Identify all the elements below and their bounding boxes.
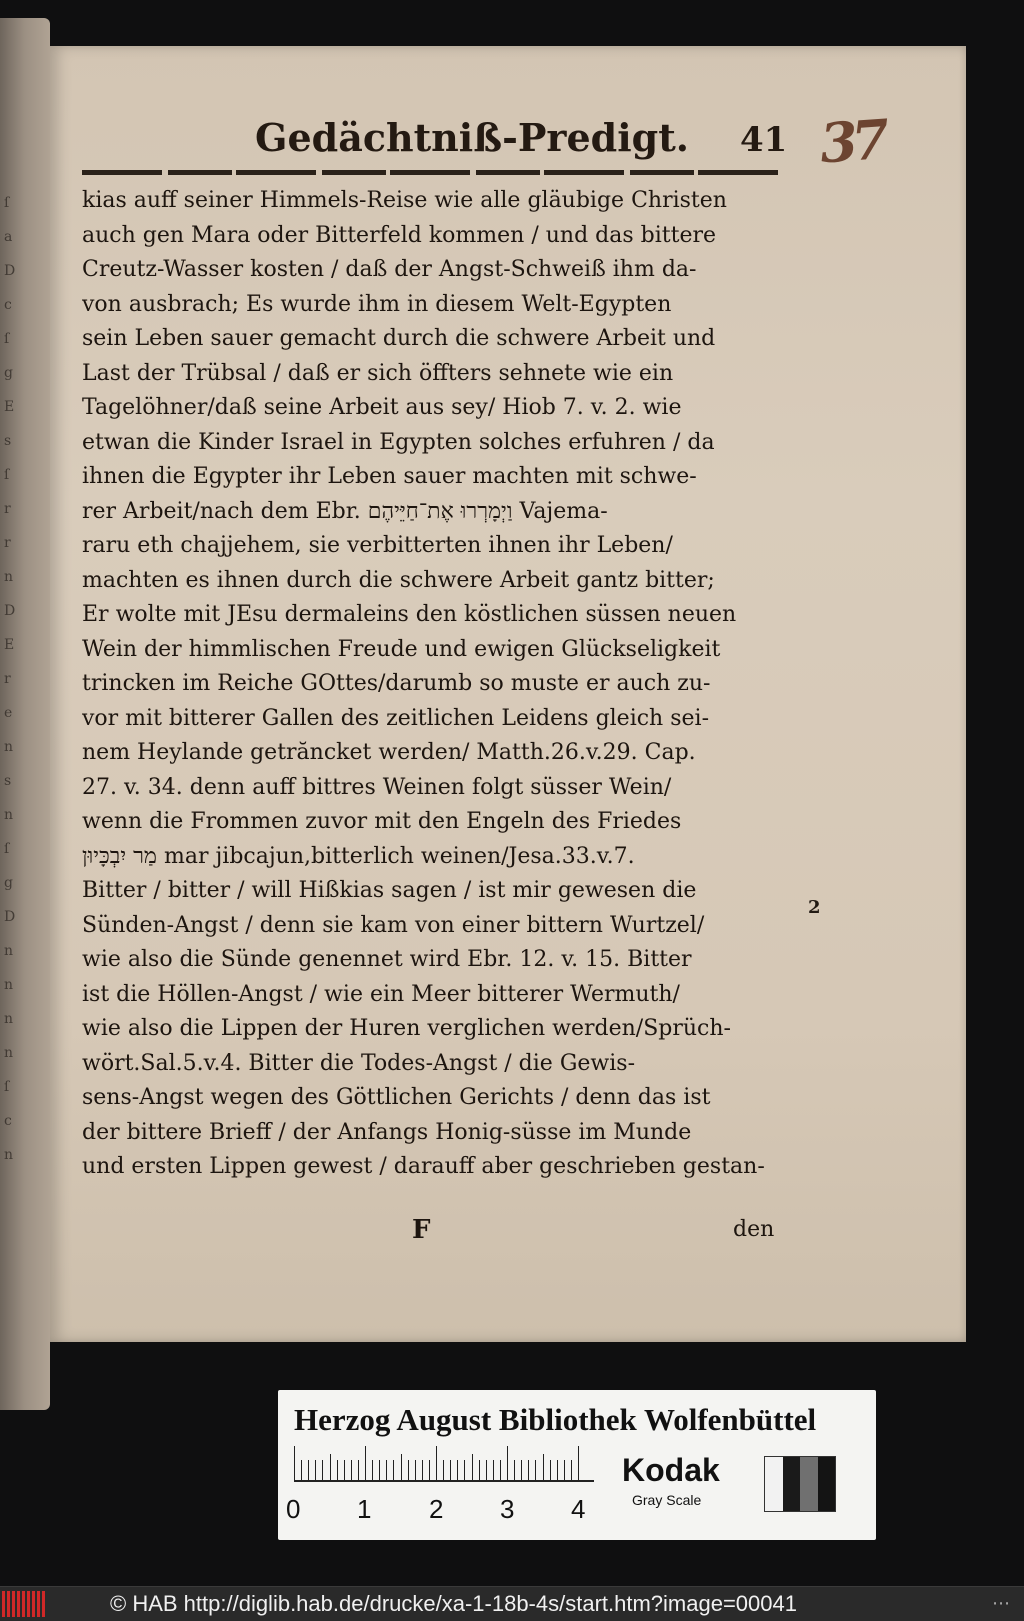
text-line: sein Leben sauer gemacht durch die schwere Arbeit und <box>82 326 716 351</box>
gray-scale-label: Gray Scale <box>632 1492 702 1508</box>
ruler-tick <box>521 1460 522 1482</box>
body-text <box>82 184 792 1204</box>
facing-page-glyph: E <box>4 399 15 415</box>
ruler-tick <box>358 1460 359 1482</box>
text-line: wenn die Frommen zuvor mit den Engeln des Friedes <box>82 809 682 834</box>
facing-page-glyph: D <box>4 603 16 619</box>
text-line: etwan die Kinder Israel in Egypten solches erfuhren / da <box>82 429 715 455</box>
header-rule <box>82 170 782 175</box>
facing-page-glyph: e <box>4 705 13 721</box>
text-line: 27. v. 34. denn auff bittres Weinen folgt süsser Wein/ <box>82 774 672 800</box>
facing-page-glyph: D <box>4 263 16 279</box>
text-line: מַר יִבְכָּיוּן mar jibcajun,bitterlich weinen/Jesa.33.v.7. <box>82 843 635 869</box>
facing-page-glyph: n <box>4 739 14 755</box>
ruler-tick <box>535 1460 536 1482</box>
text-line: sens-Angst wegen des Göttlichen Gerichts / denn das ist <box>82 1085 711 1110</box>
facing-page-glyph: c <box>4 1113 12 1129</box>
text-line: Er wolte mit JEsu dermaleins den köstlichen süssen neuen <box>82 602 737 627</box>
text-line: wie also die Lippen der Huren verglichen werden/Sprüch- <box>82 1016 731 1041</box>
text-line: nem Heylande getrăncket werden/ Matth.26.v.29. Cap. <box>82 740 696 765</box>
ruler-tick <box>457 1460 458 1482</box>
gray-patch <box>783 1457 801 1511</box>
page-number: 41 <box>740 120 788 160</box>
ruler-tick <box>344 1460 345 1482</box>
kodak-logo-text: Kodak <box>622 1452 720 1488</box>
ruler-tick <box>472 1454 473 1482</box>
facing-page-edge <box>0 18 50 1410</box>
ruler-tick <box>386 1460 387 1482</box>
ruler-tick <box>543 1454 544 1482</box>
text-line: der bittere Brieff / der Anfangs Honig-süsse im Munde <box>82 1119 692 1145</box>
facing-page-glyph: D <box>4 909 16 925</box>
signature-mark: F <box>412 1215 431 1245</box>
facing-page-glyph: r <box>4 501 11 517</box>
gray-patch <box>800 1457 818 1511</box>
ruler-tick <box>443 1460 444 1482</box>
ruler-tick <box>528 1460 529 1482</box>
text-line: und ersten Lippen gewest / darauff aber geschrieben gestan- <box>82 1154 765 1179</box>
running-head: Gedächtniß-Predigt. <box>255 115 689 160</box>
facing-page-glyph: r <box>4 671 11 687</box>
ruler-tick <box>422 1460 423 1482</box>
facing-page-glyph: ſ <box>4 841 10 857</box>
ruler-tick <box>436 1446 437 1482</box>
text-line: kias auff seiner Himmels-Reise wie alle gläubige Christen <box>82 188 727 213</box>
facing-page-glyph: n <box>4 1045 14 1061</box>
text-line: auch gen Mara oder Bitterfeld kommen / und das bittere <box>82 222 716 248</box>
catchword: den <box>733 1217 775 1242</box>
text-line: raru eth chajjehem, sie verbitterten ihnen ihr Leben/ <box>82 533 673 558</box>
card-title: Herzog August Bibliothek Wolfenbüttel <box>294 1402 817 1437</box>
ruler-tick <box>379 1460 380 1482</box>
text-line: Last der Trübsal / daß er sich öffters sehnete wie ein <box>82 360 674 386</box>
ruler-tick <box>315 1460 316 1482</box>
text-line: ihnen die Egypter ihr Leben sauer machten mit schwe- <box>82 464 697 489</box>
gray-patch <box>765 1457 783 1511</box>
text-line: Bitter / bitter / will Hißkias sagen / ist mir gewesen die <box>82 878 697 903</box>
ruler-tick <box>337 1460 338 1482</box>
text-line: trincken im Reiche GOttes/darumb so muste er auch zu- <box>82 671 711 696</box>
ruler-tick <box>393 1460 394 1482</box>
ruler-tick <box>550 1460 551 1482</box>
text-line: ist die Höllen-Angst / wie ein Meer bitterer Wermuth/ <box>82 981 680 1007</box>
ruler-tick <box>408 1460 409 1482</box>
ruler-tick <box>294 1446 295 1482</box>
facing-page-glyph: a <box>4 229 13 245</box>
ruler-tick <box>330 1454 331 1482</box>
ruler-tick <box>365 1446 366 1482</box>
facing-page-glyph: s <box>4 433 12 449</box>
ruler-tick <box>500 1460 501 1482</box>
text-line: Sünden-Angst / denn sie kam von einer bittern Wurtzel/ <box>82 912 705 938</box>
ruler-tick <box>372 1460 373 1482</box>
facing-page-glyph: E <box>4 637 15 653</box>
facing-page-glyph: n <box>4 943 14 959</box>
facing-page-glyph: n <box>4 569 14 585</box>
ruler-tick <box>322 1460 323 1482</box>
handwritten-folio-number: 37 <box>817 107 886 176</box>
facing-page-glyph: n <box>4 1147 14 1163</box>
ruler-number-4: 4 <box>571 1494 586 1524</box>
ruler-number-3: 3 <box>500 1494 515 1524</box>
facing-page-glyph: ſ <box>4 195 10 211</box>
ruler-number-2: 2 <box>429 1494 444 1524</box>
ruler-tick <box>450 1460 451 1482</box>
barcode-logo-icon <box>2 1591 46 1617</box>
ruler-tick <box>429 1460 430 1482</box>
ruler-tick <box>564 1460 565 1482</box>
ruler-tick <box>301 1460 302 1482</box>
facing-page-glyph: r <box>4 535 11 551</box>
ruler-tick <box>557 1460 558 1482</box>
ruler-tick <box>507 1446 508 1482</box>
ruler-tick <box>479 1460 480 1482</box>
ruler-tick <box>578 1446 579 1482</box>
facing-page-glyph: s <box>4 773 12 789</box>
text-line: Wein der himmlischen Freude und ewigen Glückseligkeit <box>82 636 721 662</box>
facing-page-glyph: g <box>4 365 13 381</box>
source-url-text[interactable]: © HAB http://diglib.hab.de/drucke/xa-1-18b-4s/start.htm?image=00041 <box>110 1591 797 1616</box>
ruler-tick <box>486 1460 487 1482</box>
ruler-number-0: 0 <box>286 1494 301 1524</box>
more-options-icon[interactable]: ⋯ <box>992 1593 1010 1614</box>
facing-page-glyph: c <box>4 297 12 313</box>
ruler-number-1: 1 <box>357 1494 372 1524</box>
text-line: Tagelöhner/daß seine Arbeit aus sey/ Hiob 7. v. 2. wie <box>82 395 682 420</box>
footer-bar <box>0 1586 1024 1621</box>
ruler-tick <box>415 1460 416 1482</box>
text-line: Creutz-Wasser kosten / daß der Angst-Schweiß ihm da- <box>82 257 697 282</box>
ruler-tick <box>493 1460 494 1482</box>
ruler-tick <box>571 1460 572 1482</box>
facing-page-glyph: n <box>4 807 14 823</box>
facing-page-glyph: g <box>4 875 13 891</box>
gray-patch <box>818 1457 836 1511</box>
ruler-tick <box>464 1460 465 1482</box>
facing-page-glyph: ſ <box>4 331 10 347</box>
text-line: von ausbrach; Es wurde ihm in diesem Welt-Egypten <box>82 291 672 317</box>
facing-page-glyph: ſ <box>4 1079 10 1095</box>
gray-patches <box>764 1456 836 1512</box>
margin-note: 2 <box>808 897 821 918</box>
text-line: vor mit bitterer Gallen des zeitlichen Leidens gleich sei- <box>82 705 709 731</box>
text-line: rer Arbeit/nach dem Ebr. וַיְמָרְרוּ אֶת־חַיֵּיהֶם Vajema- <box>82 498 608 524</box>
text-line: machten es ihnen durch die schwere Arbeit gantz bitter; <box>82 567 715 593</box>
facing-page-glyph: n <box>4 977 14 993</box>
ruler-tick <box>351 1460 352 1482</box>
color-calibration-card <box>278 1390 876 1540</box>
ruler-tick <box>308 1460 309 1482</box>
ruler-tick <box>514 1460 515 1482</box>
facing-page-glyph: n <box>4 1011 14 1027</box>
facing-page-glyph: ſ <box>4 467 10 483</box>
text-line: wie also die Sünde genennet wird Ebr. 12. v. 15. Bitter <box>82 947 692 972</box>
ruler-tick <box>401 1454 402 1482</box>
text-line: wört.Sal.5.v.4. Bitter die Todes-Angst / die Gewis- <box>82 1050 635 1076</box>
